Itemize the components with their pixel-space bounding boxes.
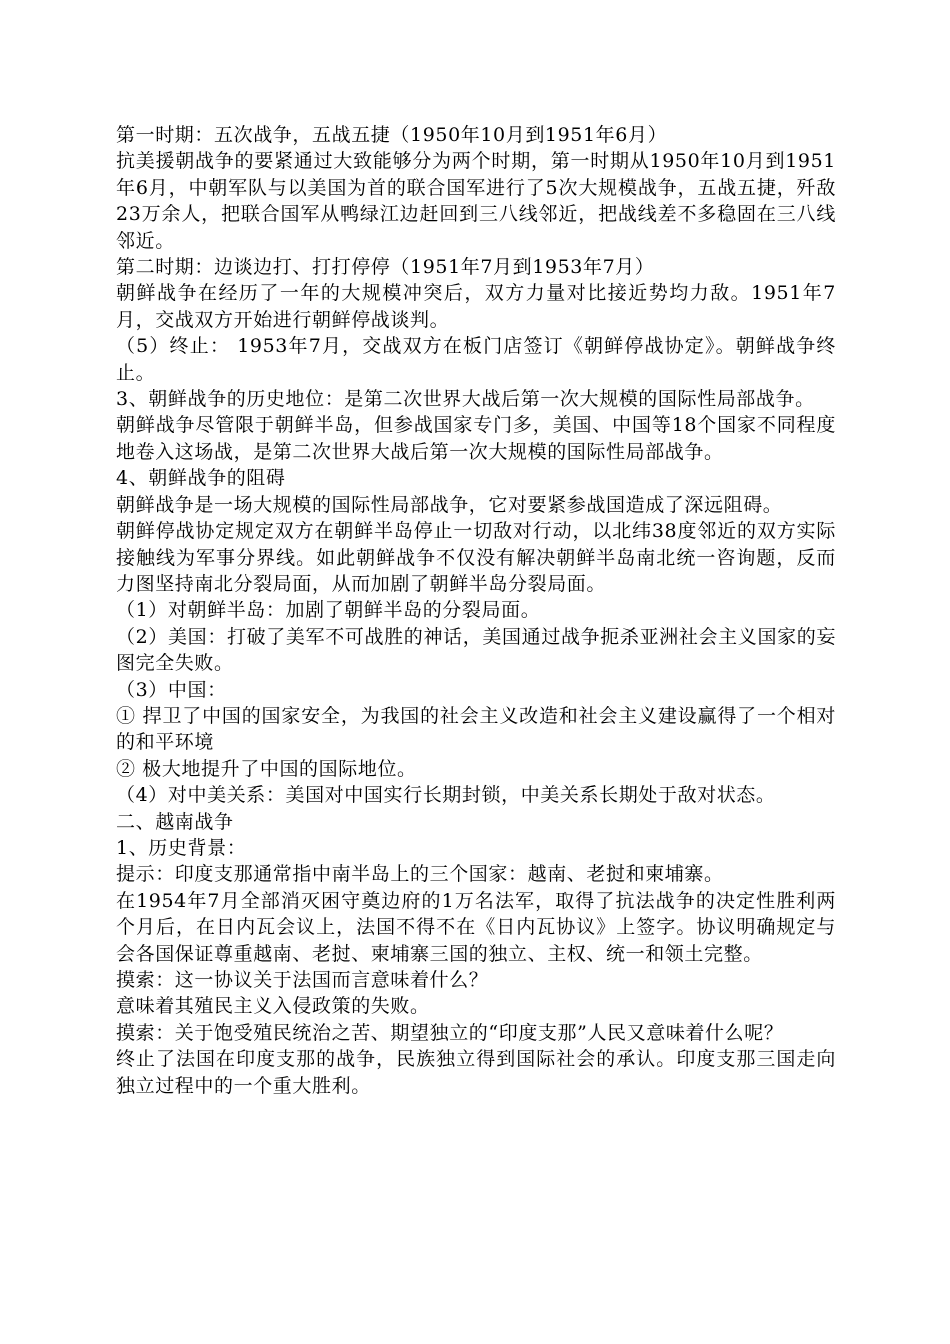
paragraph-period-one-title: 第一时期：五次战争，五战五捷（1950年10月到1951年6月） [116, 124, 668, 146]
paragraph-impact-china-1: ① 捍卫了中国的国家安全，为我国的社会主义改造和社会主义建设赢得了一个相对的和平环境 [116, 704, 836, 754]
paragraph-vietnam-heading: 二、越南战争 [116, 810, 234, 833]
paragraph-background-heading: 1、历史背景： [116, 836, 247, 859]
paragraph-impact-korea: （1）对朝鲜半岛：加剧了朝鲜半岛的分裂局面。 [116, 599, 541, 622]
paragraph-period-two-body: 朝鲜战争在经历了一年的大规模冲突后，双方力量对比接近势均力敌。1951年7月，交战双方开始进行朝鲜停战谈判。 [116, 282, 836, 331]
paragraph-hint: 提示：印度支那通常指中南半岛上的三个国家：越南、老挝和柬埔寨。 [116, 863, 724, 886]
paragraph-impact-china-2: ② 极大地提升了中国的国际地位。 [116, 757, 417, 780]
paragraph-period-one-body: 抗美援朝战争的要紧通过大致能够分为两个时期，第一时期从1950年10月到1951年6月，中朝军队与以美国为首的联合国军进行了5次大规模战争，五战五捷，歼敌23万余人，把联合国军从鸭绿江边赶回到三八线邻近，把战线差不多稳固在三八线邻近。 [116, 150, 836, 252]
paragraph-answer-2: 终止了法国在印度支那的战争，民族独立得到国际社会的承认。印度支那三国走向独立过程中的一个重大胜利。 [116, 1048, 836, 1097]
paragraph-historical-status: 3、朝鲜战争的历史地位：是第二次世界大战后第一次大规模的国际性局部战争。 [116, 388, 815, 411]
paragraph-impact-intro: 朝鲜战争是一场大规模的国际性局部战争，它对要紧参战国造成了深远阻碍。 [116, 493, 783, 516]
paragraph-impact-sino-us: （4）对中美关系：美国对中国实行长期封锁，中美关系长期处于敌对状态。 [116, 784, 776, 807]
document-body [116, 122, 836, 1099]
paragraph-question-1: 摸索：这一协议关于法国而言意味着什么？ [116, 969, 489, 991]
paragraph-impact-heading: 4、朝鲜战争的阻碍 [116, 467, 286, 490]
paragraph-impact-usa: （2）美国：打破了美军不可战胜的神话，美国通过战争扼杀亚洲社会主义国家的妄图完全失败。 [116, 625, 836, 675]
paragraph-answer-1: 意味着其殖民主义入侵政策的失败。 [116, 995, 430, 1018]
paragraph-question-2: 摸索：关于饱受殖民统治之苦、期望独立的“印度支那”人民又意味着什么呢？ [116, 1021, 784, 1044]
paragraph-period-two-title: 第二时期：边谈边打、打打停停（1951年7月到1953年7月） [116, 256, 655, 279]
paragraph-geneva: 在1954年7月全部消灭困守奠边府的1万名法军，取得了抗法战争的决定性胜利两个月后，在日内瓦会议上，法国不得不在《日内瓦协议》上签字。协议明确规定与会各国保证尊重越南、老挝、柬埔寨三国的独立、主权、统一和领土完整。 [116, 889, 836, 965]
paragraph-armistice: 朝鲜停战协定规定双方在朝鲜半岛停止一切敌对行动，以北纬38度邻近的双方实际接触线为军事分界线。如此朝鲜战争不仅没有解决朝鲜半岛南北统一咨询题，反而力图坚持南北分裂局面，从而加剧了朝鲜半岛分裂局面。 [116, 520, 836, 595]
paragraph-impact-china-heading: （3）中国： [116, 678, 227, 701]
paragraph-end: （5）终止： 1953年7月，交战双方在板门店签订《朝鲜停战协定》。朝鲜战争终止。 [116, 335, 836, 384]
paragraph-status-detail: 朝鲜战争尽管限于朝鲜半岛，但参战国家专门多，美国、中国等18个国家不同程度地卷入这场战，是第二次世界大战后第一次大规模的国际性局部战争。 [116, 414, 836, 463]
